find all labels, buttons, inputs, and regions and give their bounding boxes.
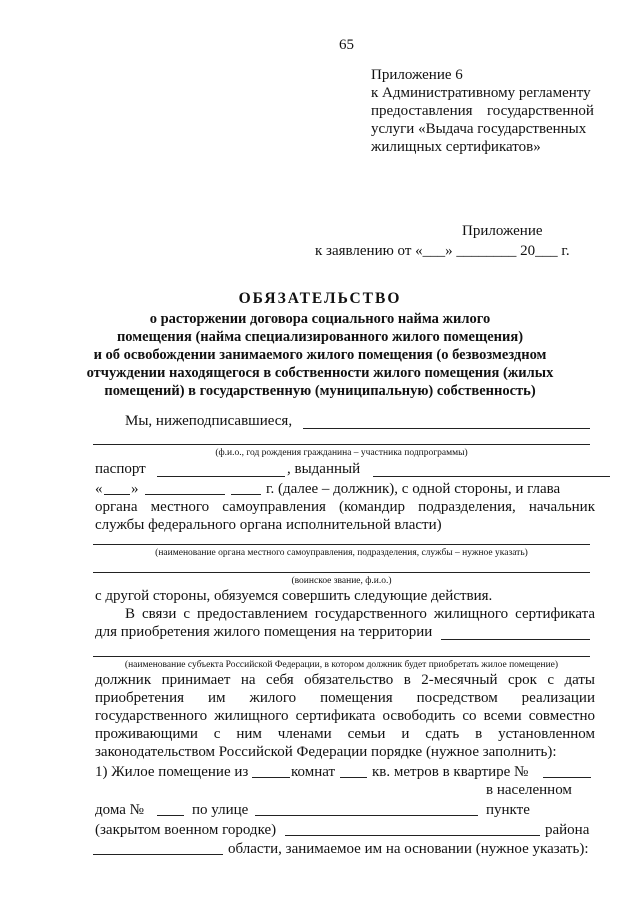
obligation-line-4: проживающими с ним членами семьи и сдать в установленном [95,726,595,742]
date-month-field[interactable] [145,494,225,495]
district-label: района [545,822,590,838]
title-line-5: помещений) в государственную (муниципальную) собственность) [104,383,536,399]
title-line-1: о расторжении договора социального найма жилого [149,311,491,327]
appendix-6-line3a: предоставления [371,103,473,119]
appendix-title: Приложение [462,223,543,239]
obligation-line-3: государственного жилищного сертификата освободить со всеми совместно [95,708,595,724]
cert-line-2: для приобретения жилого помещения на территории [95,624,433,640]
house-number-label: дома № [95,802,144,818]
hint-region: (наименование субъекта Российской Федерации, в котором должник будет приобретать жилое помещение) [124,660,559,670]
settlement-name-field[interactable] [285,835,540,836]
date-day-field[interactable] [104,494,130,495]
rooms-label: комнат [291,764,336,780]
hint-rank: (воинское звание, ф.и.о.) [291,576,392,586]
apartment-number-field[interactable] [543,777,591,778]
area-field[interactable] [340,777,367,778]
street-label: по улице [192,802,249,818]
title-line-2: помещения (найма специализированного жилого помещения) [116,329,524,345]
date-quote-close: » [131,481,139,497]
date-year-field[interactable] [231,494,261,495]
title-line-3: и об освобождении занимаемого жилого помещения (о безвозмездном [93,347,547,363]
obligation-line-1: должник принимает на себя обязательство в 2-месячный срок с даты [95,672,595,688]
appendix-6-line2: к Административному регламенту [371,85,591,101]
authority-line-2: службы федерального органа исполнительной власти) [95,517,442,533]
appendix-date-line: к заявлению от «___» ________ 20___ г. [315,243,570,259]
date-quote-open: « [95,481,103,497]
rooms-count-field[interactable] [252,777,290,778]
region-text: области, занимаемое им на основании (нужное указать): [228,841,589,857]
debtor-text: г. (далее – должник), с одной стороны, и глава [266,481,561,497]
cert-line-1: В связи с предоставлением государственного жилищного сертификата [125,606,595,622]
item1-label: 1) Жилое помещение из [95,764,249,780]
region-field[interactable] [93,854,223,855]
passport-number-field[interactable] [157,476,285,477]
issued-label: , выданный [287,461,361,477]
title-line-4: отчуждении находящегося в собственности жилого помещения (жилых [86,365,554,381]
undersigned-field[interactable] [303,428,590,429]
appendix-6-title: Приложение 6 [371,67,463,83]
appendix-6-line5: жилищных сертификатов» [371,139,541,155]
house-number-field[interactable] [157,815,184,816]
territory-field-2[interactable] [93,656,590,657]
authority-name-field[interactable] [93,544,590,545]
other-side-text: с другой стороны, обязуемся совершить следующие действия. [95,588,493,604]
hint-fio: (ф.и.о., год рождения гражданина – участника подпрограммы) [215,448,468,458]
settlement-label: в населенном [486,782,572,798]
rank-name-field[interactable] [93,572,590,573]
appendix-6-line3b: государственной [487,103,594,119]
obligation-line-5: законодательством Российской Федерации порядке (нужное заполнить): [95,744,557,760]
undersigned-field-2[interactable] [93,444,590,445]
passport-label: паспорт [95,461,146,477]
obligation-line-2: приобретения им жилого помещения посредством реализации [95,690,595,706]
passport-issuer-field[interactable] [373,476,610,477]
we-undersigned-label: Мы, нижеподписавшиеся, [125,413,293,429]
page-number: 65 [339,37,354,53]
street-field[interactable] [255,815,478,816]
hint-authority: (наименование органа местного самоуправления, подразделения, службы – нужное указать) [155,548,528,558]
appendix-6-line4: услуги «Выдача государственных [371,121,587,137]
document-heading: ОБЯЗАТЕЛЬСТВО [238,290,402,307]
point-label: пункте [486,802,530,818]
authority-line-1: органа местного самоуправления (командир подразделения, начальник [95,499,595,515]
territory-field[interactable] [441,639,590,640]
apartment-label: кв. метров в квартире № [372,764,529,780]
closed-town-label: (закрытом военном городке) [95,822,277,838]
